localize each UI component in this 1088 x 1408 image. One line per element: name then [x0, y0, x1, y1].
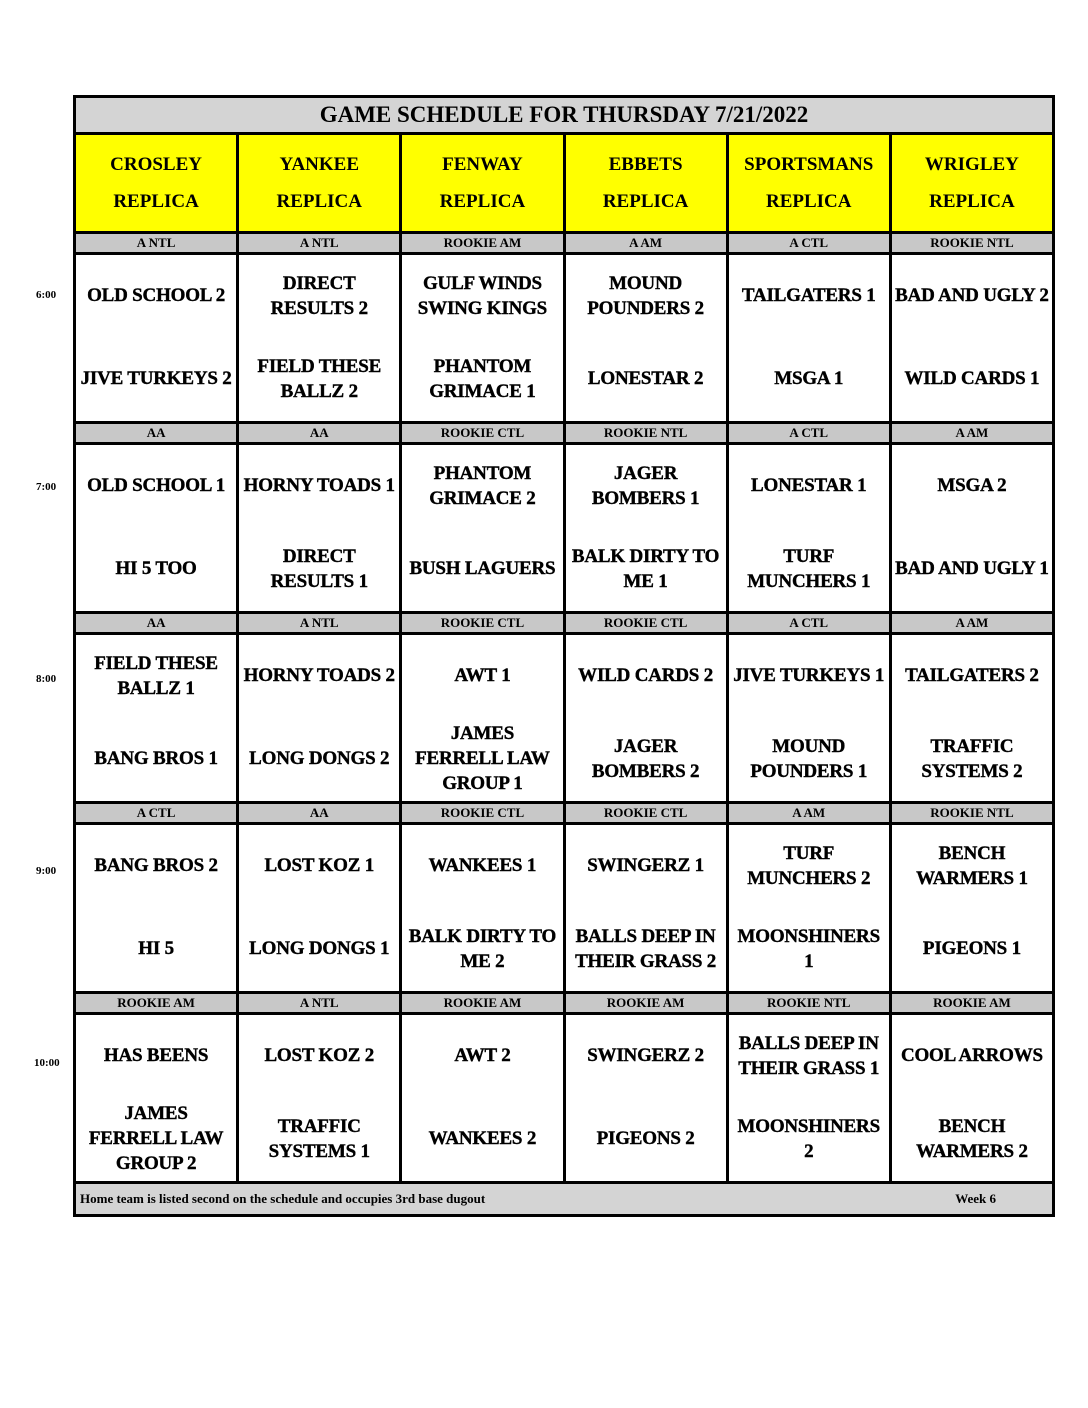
game-cell	[566, 825, 726, 991]
away-team: OLD SCHOOL 2	[87, 285, 226, 307]
division-label: A NTL	[239, 234, 399, 252]
home-team: JAMES FERRELL LAW GROUP 2	[88, 1103, 224, 1174]
field-header	[239, 135, 399, 231]
game-cell	[239, 825, 399, 991]
division-label: A AM	[892, 614, 1052, 632]
away-team: GULF WINDS SWING KINGS	[417, 272, 548, 319]
time-label: 6:00	[36, 289, 57, 301]
game-cell	[76, 825, 236, 991]
game-cell	[76, 445, 236, 611]
home-team: LONG DONGS 2	[249, 748, 390, 770]
game-cell	[402, 825, 562, 991]
away-team: BAD AND UGLY 2	[895, 285, 1049, 307]
away-team: MOUND POUNDERS 2	[587, 272, 704, 319]
away-team: BANG BROS 2	[94, 855, 218, 877]
division-label: AA	[76, 614, 236, 632]
game-cell	[76, 635, 236, 801]
field-header-row	[76, 135, 1052, 231]
field-subtitle: REPLICA	[602, 191, 689, 212]
division-label: ROOKIE AM	[402, 234, 562, 252]
away-team: TURF MUNCHERS 2	[747, 842, 871, 889]
division-label: ROOKIE AM	[402, 994, 562, 1012]
division-label: ROOKIE NTL	[729, 994, 889, 1012]
time-label: 8:00	[36, 673, 57, 685]
away-team: DIRECT RESULTS 2	[270, 272, 368, 319]
game-cell	[566, 255, 726, 421]
division-label: AA	[76, 424, 236, 442]
game-cell	[892, 825, 1052, 991]
division-label: ROOKIE AM	[892, 994, 1052, 1012]
game-row	[76, 825, 1052, 991]
division-label: ROOKIE CTL	[402, 424, 562, 442]
home-team: WILD CARDS 1	[904, 368, 1040, 390]
home-team: HI 5	[138, 938, 174, 960]
field-subtitle: REPLICA	[929, 191, 1015, 212]
footer-bar	[76, 1184, 1052, 1214]
division-label: ROOKIE NTL	[892, 234, 1052, 252]
game-cell	[892, 255, 1052, 421]
game-cell	[892, 635, 1052, 801]
home-team: BALK DIRTY TO ME 1	[571, 545, 720, 592]
time-label: 9:00	[36, 865, 57, 877]
field-name: WRIGLEY	[924, 154, 1019, 175]
game-row	[76, 255, 1052, 421]
game-cell	[402, 1015, 562, 1181]
away-team: HAS BEENS	[103, 1045, 209, 1067]
home-team: JIVE TURKEYS 2	[80, 368, 232, 390]
game-cell	[566, 635, 726, 801]
home-team: LONG DONGS 1	[249, 938, 390, 960]
division-label: ROOKIE NTL	[892, 804, 1052, 822]
division-label: A AM	[566, 234, 726, 252]
game-cell	[402, 635, 562, 801]
division-label: AA	[239, 424, 399, 442]
home-team: MOUND POUNDERS 1	[750, 735, 868, 782]
division-row	[76, 614, 1052, 632]
time-slots	[76, 231, 1052, 1181]
division-label: A AM	[729, 804, 889, 822]
home-team: MSGA 1	[774, 368, 844, 390]
division-label: ROOKIE CTL	[402, 614, 562, 632]
home-team: BUSH LAGUERS	[409, 558, 556, 580]
time-label: 10:00	[34, 1057, 60, 1069]
home-team: TRAFFIC SYSTEMS 1	[268, 1115, 370, 1162]
game-cell	[892, 1015, 1052, 1181]
home-team: TURF MUNCHERS 1	[747, 545, 871, 592]
home-team: BALLS DEEP IN THEIR GRASS 2	[575, 925, 717, 972]
field-name: YANKEE	[279, 154, 360, 175]
game-cell	[76, 1015, 236, 1181]
field-header	[566, 135, 726, 231]
game-cell	[239, 255, 399, 421]
game-row	[76, 635, 1052, 801]
away-team: AWT 1	[454, 665, 511, 687]
game-cell	[76, 255, 236, 421]
home-team: PIGEONS 1	[922, 938, 1021, 960]
away-team: AWT 2	[454, 1045, 511, 1067]
game-cell	[729, 635, 889, 801]
division-label: ROOKIE CTL	[402, 804, 562, 822]
home-team: MOONSHINERS 1	[737, 925, 880, 972]
division-label: A NTL	[239, 614, 399, 632]
field-subtitle: REPLICA	[439, 191, 526, 212]
field-name: FENWAY	[442, 154, 523, 175]
field-name: SPORTSMANS	[744, 154, 874, 175]
home-team: JAGER BOMBERS 2	[591, 735, 700, 782]
schedule-title: GAME SCHEDULE FOR THURSDAY 7/21/2022	[76, 98, 1052, 135]
away-team: TAILGATERS 1	[741, 285, 876, 307]
away-team: MSGA 2	[937, 475, 1007, 497]
away-team: BALLS DEEP IN THEIR GRASS 1	[738, 1032, 880, 1079]
home-team: JAMES FERRELL LAW GROUP 1	[415, 723, 550, 794]
division-label: A NTL	[76, 234, 236, 252]
field-name: EBBETS	[608, 154, 683, 175]
division-label: A NTL	[239, 994, 399, 1012]
home-team: BENCH WARMERS 2	[916, 1115, 1028, 1162]
home-team: DIRECT RESULTS 1	[270, 545, 368, 592]
game-cell	[729, 825, 889, 991]
game-cell	[729, 1015, 889, 1181]
division-label: ROOKIE CTL	[566, 804, 726, 822]
away-team: FIELD THESE BALLZ 1	[94, 652, 218, 699]
division-label: A CTL	[76, 804, 236, 822]
home-team: TRAFFIC SYSTEMS 2	[921, 735, 1023, 782]
away-team: HORNY TOADS 2	[243, 665, 395, 687]
division-row	[76, 234, 1052, 252]
division-label: A CTL	[729, 234, 889, 252]
home-team: BAD AND UGLY 1	[895, 558, 1049, 580]
home-team: PHANTOM GRIMACE 1	[429, 355, 536, 402]
division-label: ROOKIE NTL	[566, 424, 726, 442]
away-team: LONESTAR 1	[751, 475, 867, 497]
schedule-table	[73, 95, 1055, 1217]
time-label: 7:00	[36, 481, 57, 493]
away-team: HORNY TOADS 1	[243, 475, 395, 497]
game-row	[76, 1015, 1052, 1181]
home-team: BALK DIRTY TO ME 2	[408, 925, 557, 972]
game-cell	[566, 445, 726, 611]
away-team: SWINGERZ 1	[587, 855, 704, 877]
away-team: PHANTOM GRIMACE 2	[429, 462, 536, 509]
away-team: OLD SCHOOL 1	[87, 475, 226, 497]
division-row	[76, 424, 1052, 442]
field-header	[402, 135, 562, 231]
away-team: LOST KOZ 1	[264, 855, 375, 877]
home-team: FIELD THESE BALLZ 2	[257, 355, 382, 402]
week-label: Week 6	[955, 1191, 996, 1206]
game-cell	[239, 635, 399, 801]
home-team: WANKEES 2	[428, 1128, 537, 1150]
home-team-note: Home team is listed second on the schedule and occupies 3rd base dugout	[80, 1191, 486, 1206]
game-cell	[892, 445, 1052, 611]
away-team: WILD CARDS 2	[578, 665, 713, 687]
division-label: ROOKIE AM	[76, 994, 236, 1012]
field-header	[892, 135, 1052, 231]
away-team: JIVE TURKEYS 1	[733, 665, 885, 687]
division-label: A CTL	[729, 424, 889, 442]
away-team: BENCH WARMERS 1	[916, 842, 1028, 889]
field-subtitle: REPLICA	[113, 191, 199, 212]
field-subtitle: REPLICA	[765, 191, 852, 212]
game-cell	[239, 1015, 399, 1181]
division-row	[76, 804, 1052, 822]
game-cell	[402, 445, 562, 611]
field-header	[729, 135, 889, 231]
field-name: CROSLEY	[110, 154, 202, 175]
division-row	[76, 994, 1052, 1012]
division-label: A AM	[892, 424, 1052, 442]
game-cell	[729, 445, 889, 611]
field-subtitle: REPLICA	[276, 191, 362, 212]
away-team: WANKEES 1	[428, 855, 537, 877]
game-row	[76, 445, 1052, 611]
away-team: SWINGERZ 2	[587, 1045, 704, 1067]
away-team: TAILGATERS 2	[905, 665, 1039, 687]
home-team: BANG BROS 1	[94, 748, 218, 770]
away-team: LOST KOZ 2	[264, 1045, 375, 1067]
game-cell	[402, 255, 562, 421]
away-team: JAGER BOMBERS 1	[591, 462, 700, 509]
division-label: ROOKIE AM	[566, 994, 726, 1012]
game-cell	[729, 255, 889, 421]
division-label: A CTL	[729, 614, 889, 632]
division-label: AA	[239, 804, 399, 822]
home-team: MOONSHINERS 2	[737, 1115, 880, 1162]
home-team: LONESTAR 2	[587, 368, 704, 390]
home-team: PIGEONS 2	[596, 1128, 695, 1150]
game-cell	[566, 1015, 726, 1181]
field-header	[76, 135, 236, 231]
home-team: HI 5 TOO	[115, 558, 197, 580]
away-team: COOL ARROWS	[900, 1045, 1043, 1067]
game-cell	[239, 445, 399, 611]
division-label: ROOKIE CTL	[566, 614, 726, 632]
